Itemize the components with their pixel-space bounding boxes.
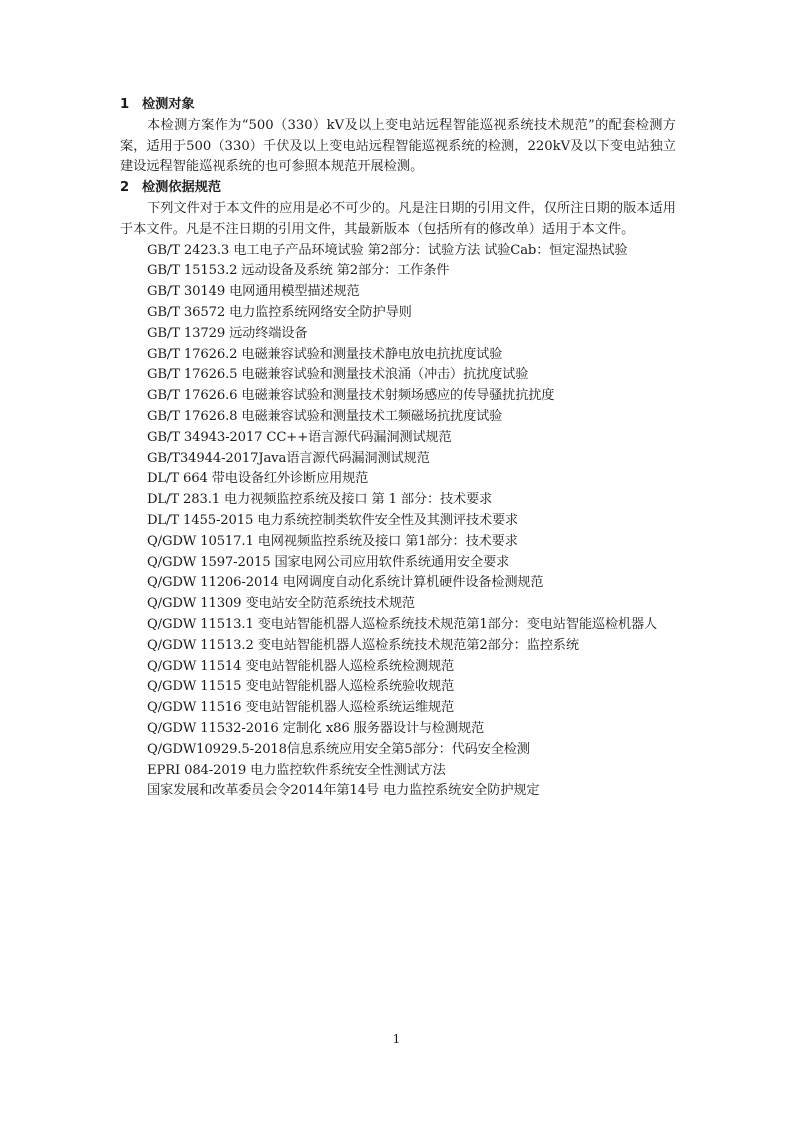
reference-item: Q/GDW10929.5-2018信息系统应用安全第5部分：代码安全检测 (147, 741, 530, 757)
reference-item: GB/T34944-2017Java语言源代码漏洞测试规范 (147, 450, 430, 466)
reference-item: GB/T 36572 电力监控系统网络安全防护导则 (147, 304, 412, 320)
reference-item: GB/T 17626.8 电磁兼容试验和测量技术工频磁场抗扰度试验 (147, 408, 503, 424)
section-number: 2 (120, 180, 130, 196)
reference-item: Q/GDW 11309 变电站安全防范系统技术规范 (147, 596, 415, 612)
reference-list (120, 241, 676, 803)
reference-item: GB/T 17626.2 电磁兼容试验和测量技术静电放电抗扰度试验 (147, 346, 503, 362)
reference-item: Q/GDW 11513.2 变电站智能机器人巡检系统技术规范第2部分：监控系统 (147, 637, 579, 653)
reference-item: Q/GDW 10517.1 电网视频监控系统及接口 第1部分：技术要求 (147, 533, 518, 549)
reference-item: GB/T 17626.6 电磁兼容试验和测量技术射频场感应的传导骚扰抗扰度 (147, 388, 555, 404)
reference-item: Q/GDW 1597-2015 国家电网公司应用软件系统通用安全要求 (147, 554, 510, 570)
section-2-paragraph: 下列文件对于本文件的应用是必不可少的。凡是注日期的引用文件，仅所注日期的版本适用于本文件。凡是不注日期的引用文件，其最新版本（包括所有的修改单）适用于本文件。 (120, 200, 676, 237)
section-title: 检测对象 (142, 97, 195, 112)
reference-item: DL/T 1455-2015 电力系统控制类软件安全性及其测评技术要求 (147, 512, 519, 528)
reference-item: Q/GDW 11206-2014 电网调度自动化系统计算机硬件设备检测规范 (147, 575, 544, 591)
section-number: 1 (120, 97, 130, 112)
reference-item: Q/GDW 11513.1 变电站智能机器人巡检系统技术规范第1部分：变电站智能巡检机器人 (147, 616, 658, 632)
reference-item: Q/GDW 11515 变电站智能机器人巡检系统验收规范 (147, 679, 455, 695)
reference-item: GB/T 34943-2017 CC++语言源代码漏洞测试规范 (147, 429, 452, 445)
reference-item: GB/T 30149 电网通用模型描述规范 (147, 284, 360, 300)
page-content (120, 95, 676, 802)
reference-item: GB/T 17626.5 电磁兼容试验和测量技术浪涌（冲击）抗扰度试验 (147, 367, 529, 383)
section-heading-2 (120, 178, 676, 199)
reference-item: Q/GDW 11532-2016 定制化 x86 服务器设计与检测规范 (147, 720, 485, 736)
reference-item: GB/T 2423.3 电工电子产品环境试验 第2部分：试验方法 试验Cab：恒定湿热试验 (147, 242, 628, 258)
reference-item: DL/T 283.1 电力视频监控系统及接口 第 1 部分：技术要求 (147, 492, 493, 508)
reference-item: DL/T 664 带电设备红外诊断应用规范 (147, 471, 369, 487)
section-heading-1 (120, 95, 676, 116)
reference-item: GB/T 15153.2 远动设备及系统 第2部分：工作条件 (147, 263, 450, 279)
reference-item: Q/GDW 11516 变电站智能机器人巡检系统运维规范 (147, 700, 455, 716)
reference-item: GB/T 13729 远动终端设备 (147, 325, 308, 341)
section-title: 检测依据规范 (142, 180, 222, 196)
reference-item: 国家发展和改革委员会令2014年第14号 电力监控系统安全防护规定 (147, 783, 540, 799)
section-1-paragraph: 本检测方案作为“500（330）kV及以上变电站远程智能巡视系统技术规范”的配套检测方案，适用于500（330）千伏及以上变电站远程智能巡视系统的检测，220kV及以下变电站独立建设远程智能巡视系统的也可参照本规范开展检测。 (120, 117, 676, 175)
page-number: 1 (392, 1032, 401, 1046)
reference-item: EPRI 084-2019 电力监控软件系统安全性测试方法 (147, 762, 446, 778)
reference-item: Q/GDW 11514 变电站智能机器人巡检系统检测规范 (147, 658, 455, 674)
